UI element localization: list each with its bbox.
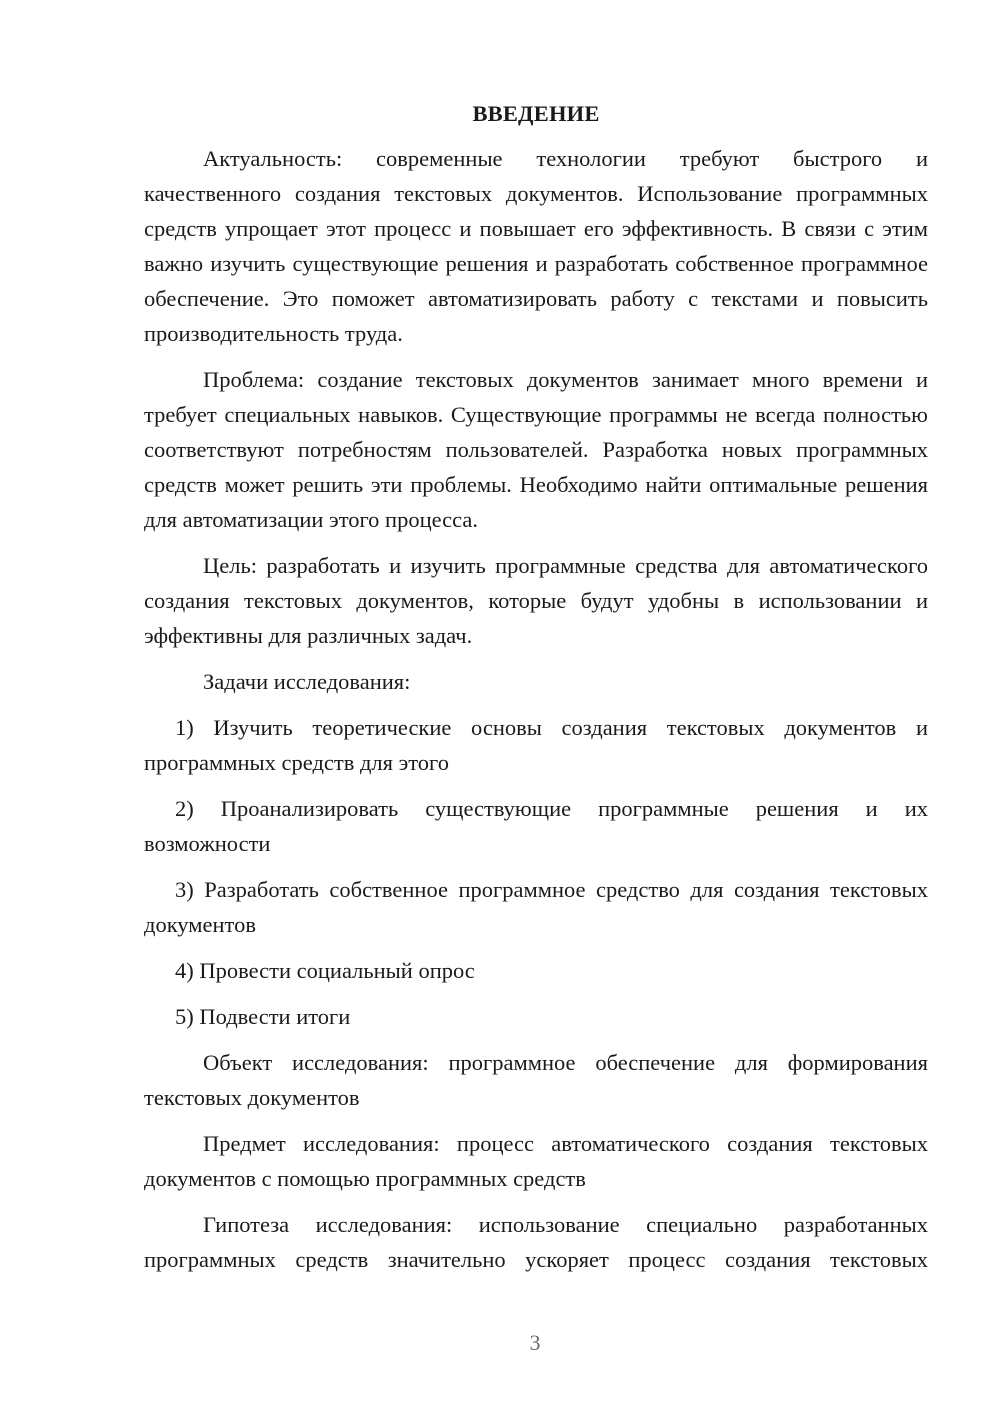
paragraph-subject: Предмет исследования: процесс автоматического создания текстовых документов с помощью программных средств [144, 1131, 928, 1191]
task-item-3: 3) Разработать собственное программное средство для создания текстовых документов [144, 877, 928, 937]
paragraph-hypothesis: Гипотеза исследования: использование специально разработанных программных средств значительно ускоряет процесс создания текстовых [144, 1212, 928, 1272]
task-item-1: 1) Изучить теоретические основы создания текстовых документов и программных средств для этого [144, 715, 928, 775]
page-number: 3 [529, 1330, 541, 1355]
page-title: ВВЕДЕНИЕ [472, 101, 600, 126]
task-item-4: 4) Провести социальный опрос [175, 958, 475, 983]
paragraph-relevance: Актуальность: современные технологии требуют быстрого и качественного создания текстовых документов. Использование программных средств упрощает этот процесс и повышает его эффективность. В связи с этим важно изучить существующие решения и разработать собственное программное обеспечение. Это поможет автоматизировать работу с текстами и повысить производительность труда. [144, 146, 928, 346]
paragraph-problem: Проблема: создание текстовых документов занимает много времени и требует специальных навыков. Существующие программы не всегда полностью соответствуют потребностям пользователей. Разработка новых программных средств может решить эти проблемы. Необходимо найти оптимальные решения для автоматизации этого процесса. [144, 367, 928, 532]
task-item-2: 2) Проанализировать существующие программные решения и их возможности [144, 796, 928, 856]
page-content [144, 96, 928, 1288]
paragraph-tasks-heading: Задачи исследования: [203, 669, 411, 694]
paragraph-goal: Цель: разработать и изучить программные средства для автоматического создания текстовых документов, которые будут удобны в использовании и эффективны для различных задач. [144, 553, 928, 648]
task-item-5: 5) Подвести итоги [175, 1004, 351, 1029]
paragraph-object: Объект исследования: программное обеспечение для формирования текстовых документов [144, 1050, 928, 1110]
